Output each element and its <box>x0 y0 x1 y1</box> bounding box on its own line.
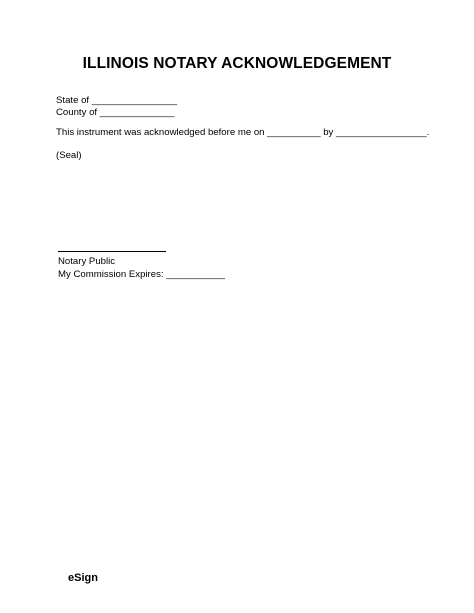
county-line: County of ______________ <box>56 107 175 118</box>
state-line: State of ________________ <box>56 95 178 106</box>
notary-block <box>58 255 225 281</box>
signature-line <box>58 251 166 252</box>
seal-label: (Seal) <box>56 150 82 161</box>
acknowledgment-statement: This instrument was acknowledged before me on __________ by _________________. <box>56 127 430 138</box>
document-title: ILLINOIS NOTARY ACKNOWLEDGEMENT <box>82 55 392 72</box>
commission-expires-line: My Commission Expires: ___________ <box>58 269 225 280</box>
esign-logo: eSign <box>68 572 98 584</box>
notary-public-label: Notary Public <box>58 256 116 267</box>
